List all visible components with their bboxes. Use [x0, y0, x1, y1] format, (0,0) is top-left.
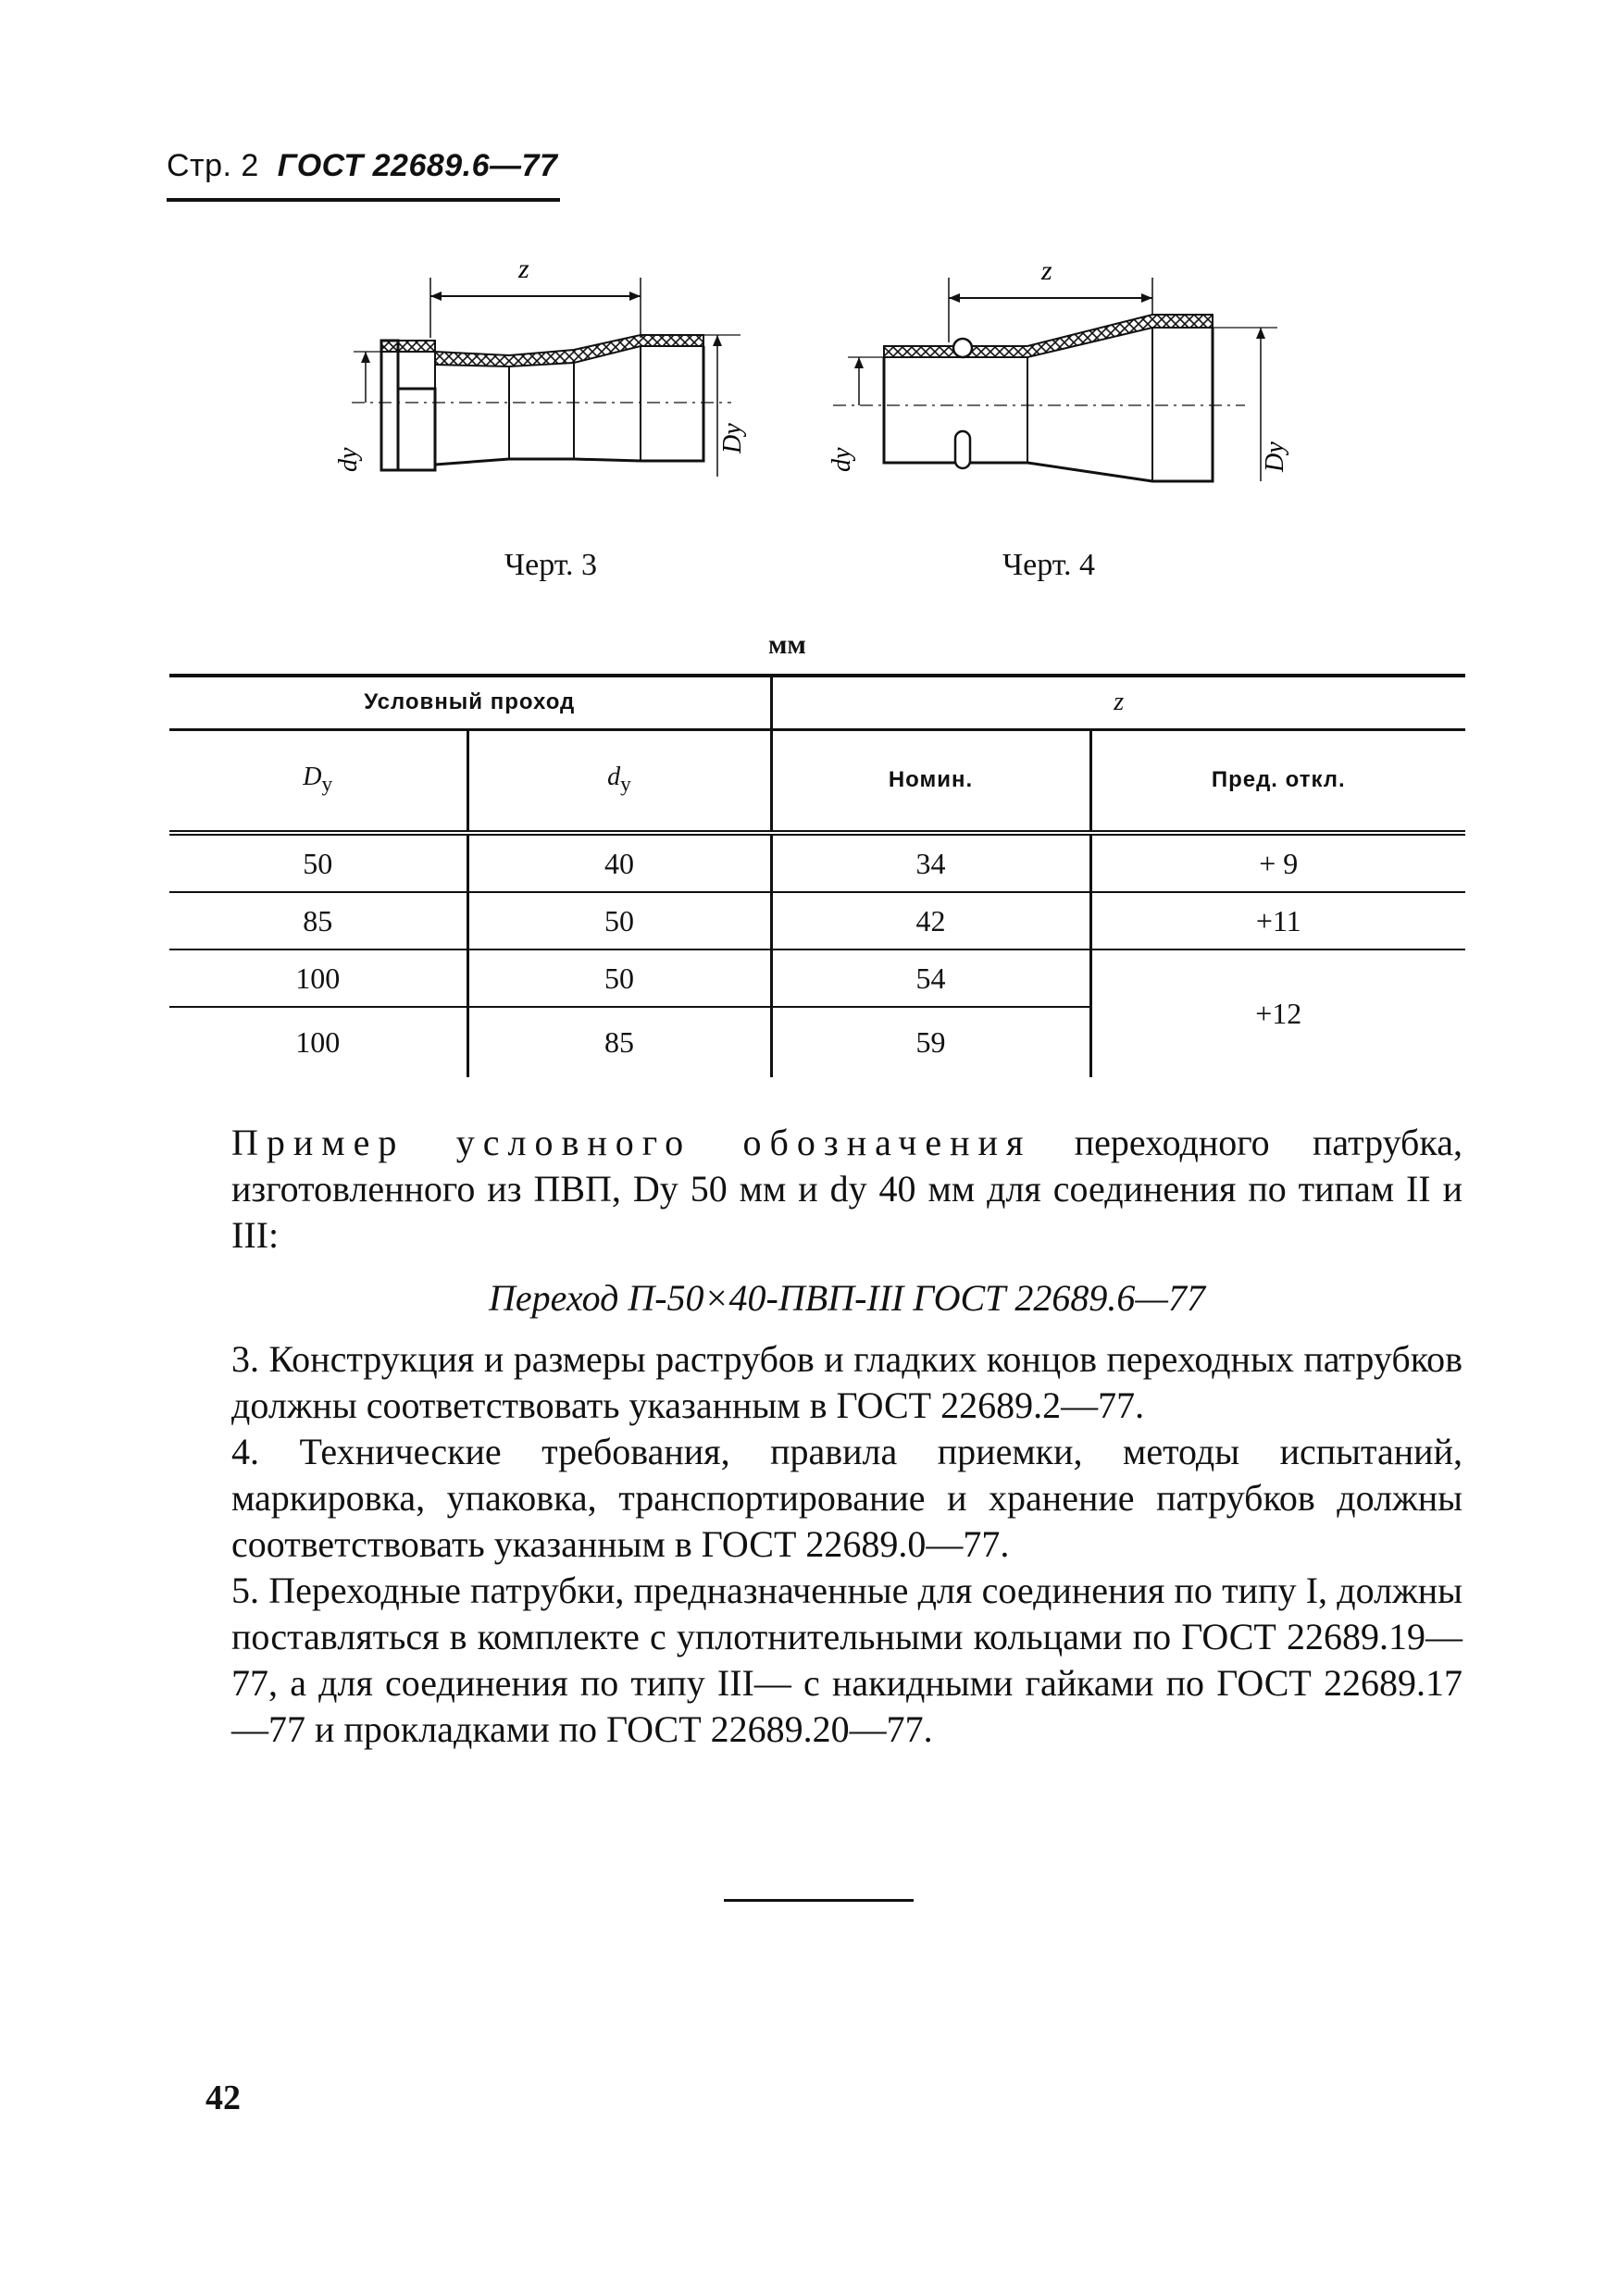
table-row	[169, 833, 1465, 892]
paragraph-4: 4. Технические требования, правила приемки, методы испытаний, маркировка, упаковка, транспортирование и хранение патрубков должны соответствовать указанным в ГОСТ 22689.0—77.	[231, 1431, 1462, 1565]
header-rule	[167, 198, 560, 202]
table-row	[169, 949, 1465, 1007]
header-nominal-passage: Условный проход	[169, 676, 771, 729]
col-header-dy-sub: у	[620, 773, 631, 798]
cell-Dy: 100	[169, 1007, 467, 1077]
fig3-Dy-label: Dy	[718, 423, 747, 453]
col-header-Dy-sub: у	[321, 773, 333, 798]
drawing-fig3	[334, 254, 747, 477]
example-paragraph	[231, 1120, 1462, 1259]
fig3-dy-label: dy	[334, 447, 363, 472]
cell-tolerance: + 9	[1090, 833, 1465, 892]
cell-nominal: 59	[771, 1007, 1090, 1077]
col-header-dy-main: d	[607, 763, 621, 792]
header-z: z	[771, 676, 1465, 729]
cell-Dy: 100	[169, 949, 467, 1007]
page-label: Стр. 2	[167, 148, 259, 183]
paragraph-5: 5. Переходные патрубки, предназначенные для соединения по типу I, должны поставляться в комплекте с уплотнительными кольцами по ГОСТ 22689.19—77, а для соединения по типу III— с накидными гайками по ГОСТ 22689.17—77 и прокладками по ГОСТ 22689.20—77.	[231, 1570, 1462, 1750]
example-rest: переходного патрубка, изготовленного из ПВП, Dу 50 мм и dу 40 мм для соединения по типам II и III:	[231, 1122, 1462, 1256]
col-header-nominal: Номин.	[771, 729, 1090, 833]
table-group-header-row	[169, 676, 1465, 729]
cell-tolerance: +11	[1090, 892, 1465, 949]
fig4-caption: Черт. 4	[1002, 548, 1096, 582]
cell-dy: 50	[467, 949, 771, 1007]
cell-dy: 50	[467, 892, 771, 949]
col-header-tolerance: Пред. откл.	[1211, 767, 1346, 793]
col-header-Dy	[169, 729, 467, 833]
table-column-header-row	[169, 729, 1465, 833]
cell-nominal: 42	[771, 892, 1090, 949]
table-unit: мм	[768, 629, 806, 660]
dimensions-table	[169, 674, 1465, 1077]
cell-tolerance: +12	[1255, 997, 1302, 1030]
page-header	[167, 148, 557, 184]
cell-Dy: 85	[169, 892, 467, 949]
drawing-fig4	[828, 255, 1289, 481]
designation-example: Переход П-50×40-ПВП-III ГОСТ 22689.6—77	[489, 1277, 1205, 1319]
col-header-dy	[467, 729, 771, 833]
body-text	[231, 1120, 1462, 1753]
fig4-z-label: z	[1041, 255, 1052, 286]
page-number: 42	[205, 2079, 241, 2117]
col-header-Dy-main: D	[303, 763, 322, 792]
fig3-caption: Черт. 3	[504, 548, 598, 582]
end-rule	[724, 1899, 914, 1902]
example-lead: Пример условного обозначения	[231, 1122, 1032, 1163]
fig4-Dy-label: Dy	[1261, 441, 1289, 472]
fig3-z-label: z	[518, 254, 529, 284]
fig4-dy-label: dy	[828, 447, 856, 472]
standard-number: ГОСТ 22689.6—77	[277, 148, 558, 183]
paragraph-3: 3. Конструкция и размеры раструбов и гладких концов переходных патрубков должны соответствовать указанным в ГОСТ 22689.2—77.	[231, 1338, 1462, 1426]
technical-drawings	[296, 250, 1333, 527]
cell-dy: 40	[467, 833, 771, 892]
cell-Dy: 50	[169, 833, 467, 892]
table-row	[169, 892, 1465, 949]
cell-nominal: 54	[771, 949, 1090, 1007]
cell-nominal: 34	[771, 833, 1090, 892]
cell-dy: 85	[467, 1007, 771, 1077]
